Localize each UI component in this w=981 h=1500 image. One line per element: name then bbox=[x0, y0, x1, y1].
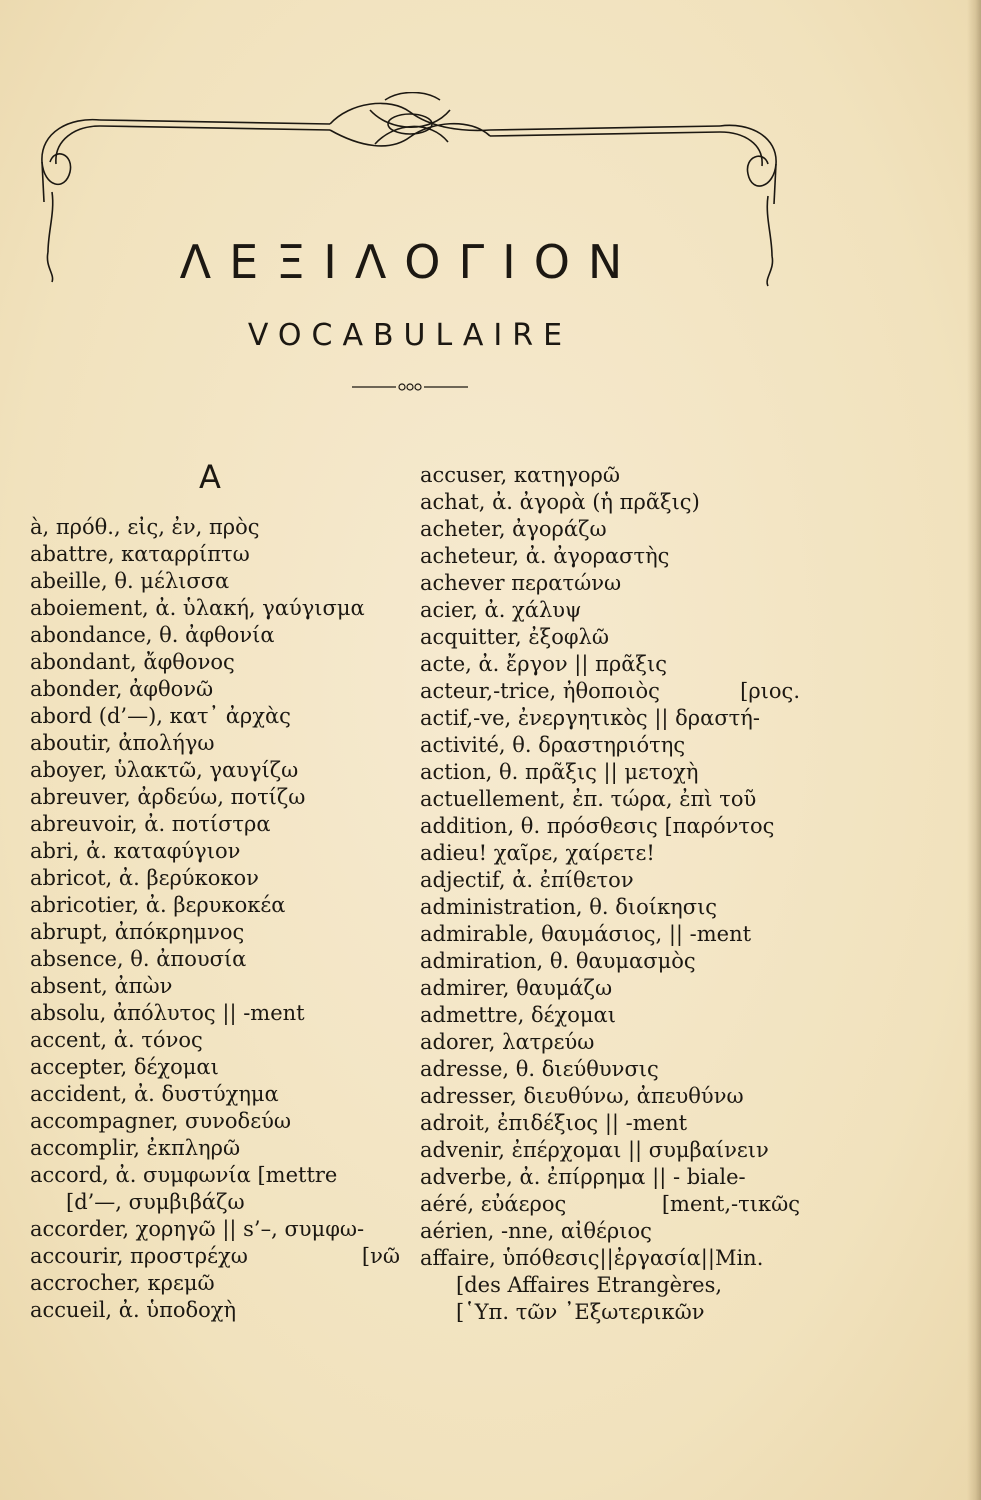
entry-text: administration, θ. διοίκησις bbox=[420, 895, 718, 919]
entry-text: achever περατώνω bbox=[420, 571, 622, 595]
dictionary-entry bbox=[30, 1000, 400, 1027]
entry-text: accepter, δέχομαι bbox=[30, 1055, 219, 1079]
dictionary-entry bbox=[30, 676, 400, 703]
dictionary-entry bbox=[30, 1243, 400, 1270]
entry-text: aéré, εὐάερος bbox=[420, 1192, 567, 1216]
dictionary-entry bbox=[30, 514, 400, 541]
entry-text: adorer, λατρεύω bbox=[420, 1030, 595, 1054]
dictionary-entry bbox=[420, 624, 800, 651]
entry-text: absence, θ. ἀπουσία bbox=[30, 947, 247, 971]
dictionary-entry bbox=[30, 838, 400, 865]
dictionary-entry bbox=[30, 892, 400, 919]
right-column-entries bbox=[420, 462, 800, 1326]
dictionary-entry bbox=[420, 813, 800, 840]
entry-text: affaire, ὑπόθεσις||ἐργασία||Min. bbox=[420, 1246, 764, 1270]
dictionary-entry bbox=[30, 1270, 400, 1297]
entry-text: abrupt, ἀπόκρημνος bbox=[30, 920, 245, 944]
entry-continuation: [ριος. bbox=[740, 679, 800, 703]
entry-text: advenir, ἐπέρχομαι || συμβαίνειν bbox=[420, 1138, 769, 1162]
entry-text: accorder, χορηγῶ || s’–, συμφω- bbox=[30, 1217, 365, 1241]
entry-text: accuser, κατηγορῶ bbox=[420, 463, 621, 487]
entry-text: abord (d’—), κατ᾽ ἀρχὰς bbox=[30, 704, 291, 728]
dictionary-entry bbox=[30, 1216, 400, 1243]
entry-text: acier, ἀ. χάλυψ bbox=[420, 598, 582, 622]
dictionary-entry bbox=[30, 946, 400, 973]
section-letter: A bbox=[199, 458, 221, 496]
entry-text: actif,-ve, ἐνεργητικὸς || δραστή- bbox=[420, 706, 760, 730]
dictionary-entry bbox=[420, 948, 800, 975]
entry-text: actuellement, ἐπ. τώρα, ἐπὶ τοῦ bbox=[420, 787, 757, 811]
entry-text: accent, ἀ. τόνος bbox=[30, 1028, 203, 1052]
entry-text: abricotier, ἀ. βερυκοκέα bbox=[30, 893, 286, 917]
dictionary-entry bbox=[30, 703, 400, 730]
entry-text: admirable, θαυμάσιος, || -ment bbox=[420, 922, 752, 946]
entry-text: aérien, -nne, αἰθέριος bbox=[420, 1219, 652, 1243]
dictionary-entry bbox=[30, 784, 400, 811]
entry-text: [῾Υπ. τῶν ᾿Εξωτερικῶν bbox=[456, 1300, 705, 1324]
dictionary-entry bbox=[420, 1083, 800, 1110]
dictionary-entry bbox=[420, 1245, 800, 1272]
entry-text: accourir, προστρέχω bbox=[30, 1244, 248, 1268]
dictionary-entry bbox=[30, 1054, 400, 1081]
dictionary-entry bbox=[30, 1108, 400, 1135]
dictionary-entry bbox=[420, 840, 800, 867]
dictionary-entry bbox=[420, 1137, 800, 1164]
dictionary-entry bbox=[30, 1027, 400, 1054]
entry-text: abreuvoir, ἀ. ποτίστρα bbox=[30, 812, 271, 836]
entry-text: [des Affaires Etrangères, bbox=[456, 1273, 723, 1297]
page-edge-shadow bbox=[967, 0, 981, 1500]
dictionary-entry bbox=[420, 1191, 800, 1218]
entry-text: acteur,-trice, ἠθοποιὸς bbox=[420, 679, 660, 703]
entry-text: [d’—, συμβιβάζω bbox=[66, 1190, 245, 1214]
entry-text: abonder, ἀφθονῶ bbox=[30, 677, 214, 701]
entry-text: admirer, θαυμάζω bbox=[420, 976, 613, 1000]
entry-text: abri, ἀ. καταφύγιον bbox=[30, 839, 241, 863]
dictionary-entry bbox=[30, 919, 400, 946]
entry-text: adresser, διευθύνω, ἀπευθύνω bbox=[420, 1084, 744, 1108]
entry-text: adresse, θ. διεύθυνσις bbox=[420, 1057, 659, 1081]
entry-text: action, θ. πρᾶξις || μετοχὴ bbox=[420, 760, 699, 784]
entry-text: accompagner, συνοδεύω bbox=[30, 1109, 291, 1133]
entry-text: adjectif, ἀ. ἐπίθετον bbox=[420, 868, 634, 892]
dictionary-entry bbox=[420, 570, 800, 597]
dictionary-entry bbox=[30, 1189, 400, 1216]
entry-text: aboyer, ὑλακτῶ, γαυγίζω bbox=[30, 758, 299, 782]
dictionary-entry bbox=[420, 1272, 800, 1299]
dictionary-entry bbox=[420, 489, 800, 516]
dictionary-entry bbox=[420, 894, 800, 921]
entry-text: abattre, καταρρίπτω bbox=[30, 542, 250, 566]
entry-text: abondant, ἄφθονος bbox=[30, 650, 235, 674]
decorative-divider-icon bbox=[350, 380, 470, 394]
dictionary-entry bbox=[420, 1029, 800, 1056]
entry-continuation: [ment,-τικῶς bbox=[661, 1192, 800, 1216]
entry-text: acte, ἀ. ἔργον || πρᾶξις bbox=[420, 652, 667, 676]
dictionary-entry bbox=[30, 622, 400, 649]
dictionary-entry bbox=[30, 865, 400, 892]
dictionary-entry bbox=[30, 973, 400, 1000]
entry-text: abeille, θ. μέλισσα bbox=[30, 569, 230, 593]
entry-text: aboutir, ἀπολήγω bbox=[30, 731, 215, 755]
dictionary-entry bbox=[30, 757, 400, 784]
entry-text: absolu, ἀπόλυτος || -ment bbox=[30, 1001, 305, 1025]
dictionary-entry bbox=[30, 1297, 400, 1324]
entry-text: acheteur, ἀ. ἀγοραστὴς bbox=[420, 544, 670, 568]
entry-text: accueil, ἀ. ὑποδοχὴ bbox=[30, 1298, 237, 1322]
page-title-french: VOCABULAIRE bbox=[247, 318, 573, 353]
dictionary-entry bbox=[30, 730, 400, 757]
dictionary-entry bbox=[420, 1218, 800, 1245]
dictionary-entry bbox=[30, 541, 400, 568]
dictionary-entry bbox=[30, 1135, 400, 1162]
dictionary-entry bbox=[420, 678, 800, 705]
entry-text: addition, θ. πρόσθεσις [παρόντος bbox=[420, 814, 775, 838]
left-column-entries bbox=[30, 514, 400, 1324]
entry-text: à, πρόθ., εἰς, ἐν, πρὸς bbox=[30, 515, 260, 539]
dictionary-entry bbox=[420, 516, 800, 543]
dictionary-entry bbox=[420, 651, 800, 678]
entry-text: activité, θ. δραστηριότης bbox=[420, 733, 686, 757]
dictionary-entry bbox=[420, 921, 800, 948]
dictionary-entry bbox=[420, 1056, 800, 1083]
entry-text: acheter, ἀγοράζω bbox=[420, 517, 607, 541]
page-title-greek: ΛΕΞΙΛΟΓΙΟΝ bbox=[179, 235, 641, 289]
entry-text: absent, ἀπὼν bbox=[30, 974, 173, 998]
dictionary-entry bbox=[420, 1110, 800, 1137]
entry-text: accomplir, ἐκπληρῶ bbox=[30, 1136, 241, 1160]
entry-text: admiration, θ. θαυμασμὸς bbox=[420, 949, 696, 973]
entry-text: abondance, θ. ἀφθονία bbox=[30, 623, 275, 647]
entry-text: abricot, ἀ. βερύκοκον bbox=[30, 866, 259, 890]
dictionary-entry bbox=[420, 759, 800, 786]
dictionary-entry bbox=[30, 811, 400, 838]
entry-text: aboiement, ἀ. ὑλακή, γαύγισμα bbox=[30, 596, 365, 620]
entry-text: adverbe, ἀ. ἐπίρρημα || - biale- bbox=[420, 1165, 746, 1189]
entry-text: adieu! χαῖρε, χαίρετε! bbox=[420, 841, 655, 865]
dictionary-entry bbox=[420, 597, 800, 624]
dictionary-entry bbox=[420, 1299, 800, 1326]
dictionary-entry bbox=[30, 649, 400, 676]
dictionary-entry bbox=[420, 786, 800, 813]
entry-text: acquitter, ἐξοφλῶ bbox=[420, 625, 609, 649]
entry-continuation: [νῶ bbox=[361, 1244, 400, 1268]
dictionary-entry bbox=[420, 975, 800, 1002]
entry-text: admettre, δέχομαι bbox=[420, 1003, 616, 1027]
dictionary-entry bbox=[420, 462, 800, 489]
entry-text: accord, ἀ. συμφωνία [mettre bbox=[30, 1163, 338, 1187]
dictionary-entry bbox=[30, 568, 400, 595]
dictionary-entry bbox=[420, 732, 800, 759]
dictionary-entry bbox=[420, 1164, 800, 1191]
entry-text: accrocher, κρεμῶ bbox=[30, 1271, 215, 1295]
entry-text: adroit, ἐπιδέξιος || -ment bbox=[420, 1111, 688, 1135]
entry-text: accident, ἀ. δυστύχημα bbox=[30, 1082, 279, 1106]
dictionary-entry bbox=[30, 1081, 400, 1108]
dictionary-entry bbox=[420, 543, 800, 570]
dictionary-entry bbox=[30, 595, 400, 622]
dictionary-entry bbox=[420, 867, 800, 894]
dictionary-entry bbox=[420, 1002, 800, 1029]
entry-text: achat, ἀ. ἀγορὰ (ἡ πρᾶξις) bbox=[420, 490, 700, 514]
entry-text: abreuver, ἀρδεύω, ποτίζω bbox=[30, 785, 306, 809]
dictionary-entry bbox=[420, 705, 800, 732]
dictionary-entry bbox=[30, 1162, 400, 1189]
